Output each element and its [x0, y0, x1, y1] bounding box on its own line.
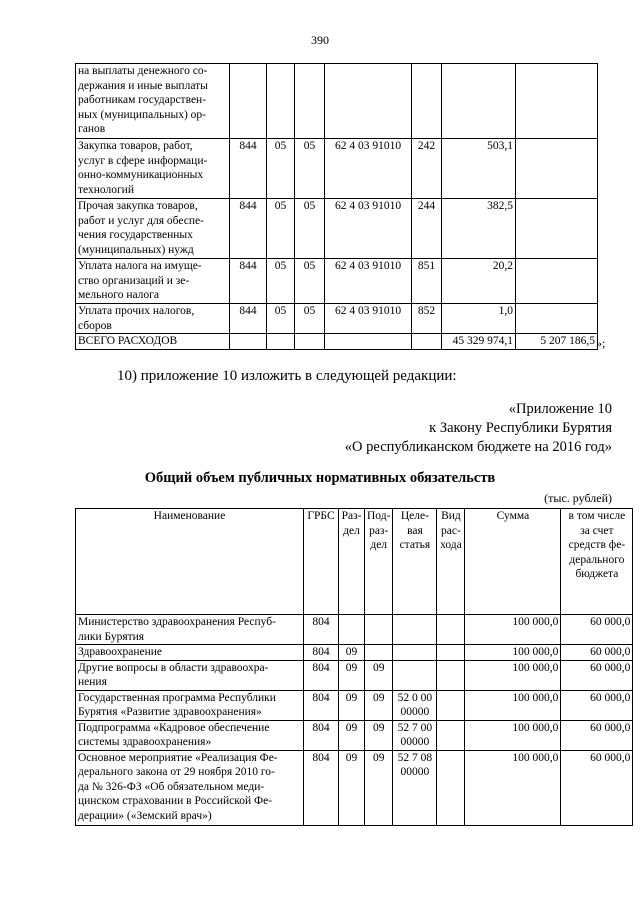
row-grbs — [230, 64, 267, 139]
row-razdel — [339, 615, 365, 645]
unit-label: (тыс. рублей) — [544, 491, 612, 505]
row-csr: 52 7 08 00000 — [393, 750, 437, 825]
row-vr — [437, 750, 465, 825]
appendix-line-1: «Приложение 10 — [508, 401, 612, 417]
row-podrazdel: 09 — [365, 720, 393, 750]
row-podrazdel: 05 — [295, 304, 325, 334]
row-sum2 — [516, 139, 598, 199]
row-sum2 — [516, 64, 598, 139]
row-name: Закупка товаров, работ, услуг в сфере информаци- онно-коммуникационных технологий — [76, 139, 230, 199]
row-grbs: 844 — [230, 139, 267, 199]
row-podrazdel — [295, 334, 325, 350]
row-razdel: 05 — [267, 139, 295, 199]
row-sum: 100 000,0 — [465, 645, 561, 661]
row-grbs: 804 — [304, 615, 339, 645]
row-grbs: 804 — [304, 750, 339, 825]
row-razdel: 05 — [267, 304, 295, 334]
row-name: Уплата налога на имуще- ство организаций и зе- мельного налога — [76, 259, 230, 304]
row-vr — [437, 645, 465, 661]
row-name: Уплата прочих налогов, сборов — [76, 304, 230, 334]
table-row — [76, 259, 598, 304]
row-sum: 100 000,0 — [465, 750, 561, 825]
row-razdel — [267, 64, 295, 139]
row-csr: 52 7 00 00000 — [393, 720, 437, 750]
row-razdel: 09 — [339, 720, 365, 750]
row-podrazdel: 05 — [295, 139, 325, 199]
row-name: Другие вопросы в области здравоохра- нения — [76, 660, 304, 690]
page-number: 390 — [311, 33, 329, 47]
row-csr — [325, 64, 412, 139]
row-podrazdel — [365, 615, 393, 645]
row-sum2 — [516, 259, 598, 304]
row-sum1: 382,5 — [442, 199, 516, 259]
row-sum: 100 000,0 — [465, 615, 561, 645]
row-sum1: 503,1 — [442, 139, 516, 199]
amendment-paragraph: 10) приложение 10 изложить в следующей редакции: — [117, 368, 457, 384]
row-vr — [437, 660, 465, 690]
row-name: на выплаты денежного со- держания и иные выплаты работникам государствен- ных (муниципальных) ор- ганов — [76, 64, 230, 139]
row-vr — [437, 690, 465, 720]
table-row — [76, 720, 633, 750]
row-federal: 60 000,0 — [561, 615, 633, 645]
table-row — [76, 139, 598, 199]
table-row — [76, 199, 598, 259]
row-federal: 60 000,0 — [561, 645, 633, 661]
header-federal: в том числе за счет средств фе- дерального бюджета — [561, 509, 633, 615]
row-podrazdel: 09 — [365, 660, 393, 690]
table-row — [76, 660, 633, 690]
row-grbs: 804 — [304, 720, 339, 750]
table-row — [76, 334, 598, 350]
row-podrazdel: 09 — [365, 750, 393, 825]
table-row — [76, 615, 633, 645]
row-federal: 60 000,0 — [561, 660, 633, 690]
row-razdel: 09 — [339, 645, 365, 661]
row-razdel: 09 — [339, 660, 365, 690]
row-vr: 852 — [412, 304, 442, 334]
row-vr — [437, 615, 465, 645]
appendix-line-3: «О республиканском бюджете на 2016 год» — [344, 439, 612, 455]
row-name: ВСЕГО РАСХОДОВ — [76, 334, 230, 350]
row-grbs: 844 — [230, 304, 267, 334]
obligations-table — [75, 508, 633, 826]
appendix-line-2: к Закону Республики Бурятия — [429, 420, 612, 436]
header-row — [76, 509, 633, 615]
header-razdel: Раз- дел — [339, 509, 365, 615]
row-sum1 — [442, 64, 516, 139]
row-podrazdel: 05 — [295, 259, 325, 304]
row-sum: 100 000,0 — [465, 660, 561, 690]
row-sum1: 45 329 974,1 — [442, 334, 516, 350]
table-row — [76, 304, 598, 334]
row-federal: 60 000,0 — [561, 690, 633, 720]
table-row — [76, 750, 633, 825]
row-csr: 62 4 03 91010 — [325, 199, 412, 259]
row-sum: 100 000,0 — [465, 720, 561, 750]
row-sum1: 1,0 — [442, 304, 516, 334]
row-grbs: 804 — [304, 645, 339, 661]
row-name: Министерство здравоохранения Респуб- лики Бурятия — [76, 615, 304, 645]
row-csr: 62 4 03 91010 — [325, 304, 412, 334]
row-csr — [393, 645, 437, 661]
row-csr — [393, 615, 437, 645]
row-podrazdel — [295, 64, 325, 139]
closing-mark: »; — [596, 336, 606, 350]
row-sum2: 5 207 186,5 — [516, 334, 598, 350]
row-razdel: 09 — [339, 690, 365, 720]
row-name: Прочая закупка товаров, работ и услуг для обеспе- чения государственных (муниципальных) нужд — [76, 199, 230, 259]
row-csr — [393, 660, 437, 690]
row-name: Подпрограмма «Кадровое обеспечение системы здравоохранения» — [76, 720, 304, 750]
row-vr: 851 — [412, 259, 442, 304]
expenses-table — [75, 63, 598, 350]
row-vr: 244 — [412, 199, 442, 259]
row-csr: 62 4 03 91010 — [325, 139, 412, 199]
row-podrazdel: 05 — [295, 199, 325, 259]
row-csr: 62 4 03 91010 — [325, 259, 412, 304]
header-vr: Вид рас- хода — [437, 509, 465, 615]
row-vr — [412, 64, 442, 139]
row-vr — [437, 720, 465, 750]
row-csr — [325, 334, 412, 350]
row-razdel: 05 — [267, 259, 295, 304]
table-row — [76, 64, 598, 139]
table-row — [76, 690, 633, 720]
appendix-header — [345, 400, 612, 457]
row-grbs: 844 — [230, 199, 267, 259]
header-sum: Сумма — [465, 509, 561, 615]
row-sum2 — [516, 199, 598, 259]
table-title: Общий объем публичных нормативных обязательств — [144, 470, 496, 486]
row-name: Здравоохранение — [76, 645, 304, 661]
row-razdel: 05 — [267, 199, 295, 259]
row-sum2 — [516, 304, 598, 334]
row-grbs: 804 — [304, 690, 339, 720]
row-grbs: 844 — [230, 259, 267, 304]
row-razdel: 09 — [339, 750, 365, 825]
row-name: Государственная программа Республики Бурятия «Развитие здравоохранения» — [76, 690, 304, 720]
row-razdel — [267, 334, 295, 350]
row-federal: 60 000,0 — [561, 750, 633, 825]
row-sum: 100 000,0 — [465, 690, 561, 720]
table-row — [76, 645, 633, 661]
row-name: Основное мероприятие «Реализация Фе- дерального закона от 29 ноября 2010 го- да № 326-ФЗ «Об обязательном меди- цинском страховании в Российской Фе- дерации» («Земский врач») — [76, 750, 304, 825]
row-podrazdel — [365, 645, 393, 661]
row-podrazdel: 09 — [365, 690, 393, 720]
header-grbs: ГРБС — [304, 509, 339, 615]
header-csr: Целе- вая статья — [393, 509, 437, 615]
row-csr: 52 0 00 00000 — [393, 690, 437, 720]
row-vr: 242 — [412, 139, 442, 199]
row-federal: 60 000,0 — [561, 720, 633, 750]
header-name: Наименование — [76, 509, 304, 615]
row-grbs: 804 — [304, 660, 339, 690]
row-grbs — [230, 334, 267, 350]
header-podrazdel: Под- раз- дел — [365, 509, 393, 615]
row-vr — [412, 334, 442, 350]
row-sum1: 20,2 — [442, 259, 516, 304]
